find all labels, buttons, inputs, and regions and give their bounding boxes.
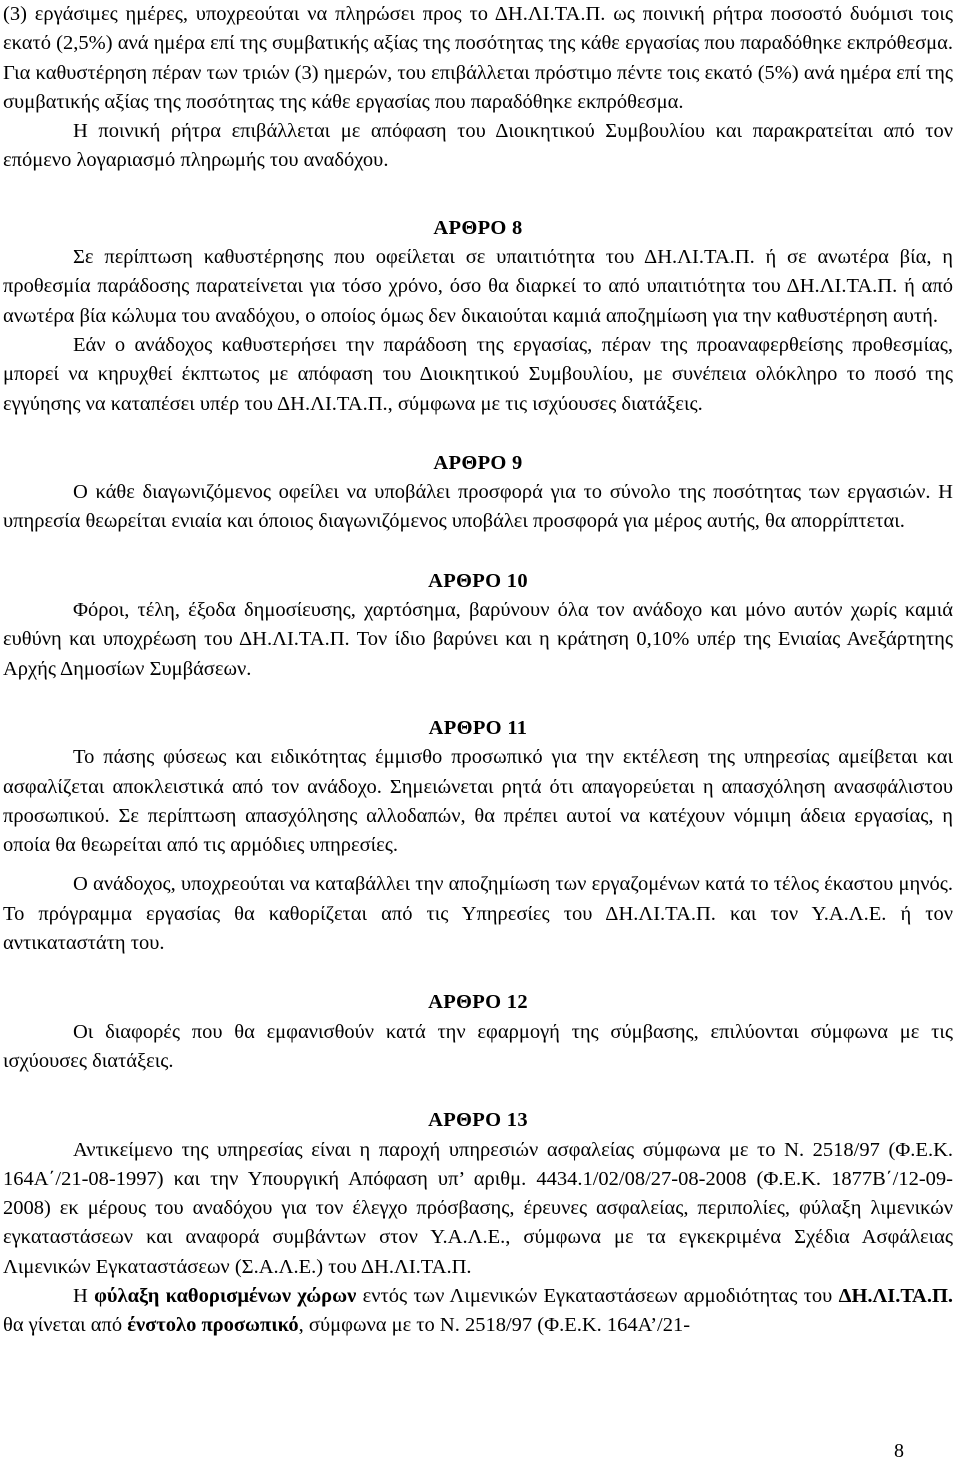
article-10-heading: ΑΡΘΡΟ 10	[428, 569, 528, 592]
article-10-paragraph-1: Φόροι, τέλη, έξοδα δημοσίευσης, χαρτόσημα, βαρύνουν όλα τον ανάδοχο και μόνο αυτόν χωρίς καμιά ευθύνη και υποχρέωση του ΔΗ.ΛΙ.ΤΑ.Π. Τον ίδιο βαρύνει και η κράτηση 0,10% υπέρ της Ενιαίας Ανεξάρτητης Αρχής Δημοσίων Συμβάσεων.	[3, 599, 953, 680]
paragraph-penalty-imposition: Η ποινική ρήτρα επιβάλλεται με απόφαση του Διοικητικού Συμβουλίου και παρακρατείται από τον επόμενο λογαριασμό πληρωμής του αναδόχου.	[3, 120, 953, 172]
document-body	[3, 0, 953, 1341]
article-9-paragraph-1: Ο κάθε διαγωνιζόμενος οφείλει να υποβάλει προσφορά για το σύνολο της ποσότητας των εργασιών. Η υπηρεσία θεωρείται ενιαία και όποιος διαγωνιζόμενος υποβάλει προσφορά για μέρος αυτής, θα απορρίπτεται.	[3, 481, 953, 533]
a13-p2-text-1: Η	[73, 1284, 95, 1307]
article-11-paragraph-1: Το πάσης φύσεως και ειδικότητας έμμισθο προσωπικό για την εκτέλεση της υπηρεσίας αμείβεται και ασφαλίζεται αποκλειστικά από τον ανάδοχο. Σημειώνεται ρητά ότι απαγορεύεται η απασχόληση ανασφάλιστου προσωπικού. Σε περίπτωση απασχόλησης αλλοδαπών, θα πρέπει αυτοί να κατέχουν νόμιμη άδεια εργασίας, η οποία θα θεωρείται από τις αρμόδιες υπηρεσίες.	[3, 746, 953, 857]
article-11-paragraph-2: Ο ανάδοχος, υποχρεούται να καταβάλλει την αποζημίωση των εργαζομένων κατά το τέλος έκαστου μηνός. Το πρόγραμμα εργασίας θα καθορίζεται από τις Υπηρεσίες του ΔΗ.ΛΙ.ΤΑ.Π. και τον Υ.Α.Λ.Ε. ή τον αντικαταστάτη του.	[3, 873, 953, 955]
article-9-heading: ΑΡΘΡΟ 9	[433, 451, 523, 474]
article-12-paragraph-1: Οι διαφορές που θα εμφανισθούν κατά την εφαρμογή της σύμβασης, επιλύονται σύμφωνα με τις ισχύουσες διατάξεις.	[3, 1020, 953, 1072]
page-number: 8	[894, 1440, 904, 1462]
a13-p2-bold-guarding: φύλαξη καθορισμένων χώρων	[94, 1284, 357, 1307]
article-13-heading: ΑΡΘΡΟ 13	[428, 1109, 528, 1132]
article-8-heading: ΑΡΘΡΟ 8	[433, 216, 523, 239]
a13-p2-text-4: , σύμφωνα με το Ν. 2518/97 (Φ.Ε.Κ. 164Α’/21-	[298, 1314, 691, 1337]
article-8-paragraph-1: Σε περίπτωση καθυστέρησης που οφείλεται σε υπαιτιότητα του ΔΗ.ΛΙ.ΤΑ.Π. ή σε ανωτέρα βία, η προθεσμία παράδοσης παρατείνεται για τόσο χρόνο, όσο θα διαρκεί το από υπαιτιότητα του ΔΗ.ΛΙ.ΤΑ.Π. ή από ανωτέρα βία κώλυμα του αναδόχου, ο οποίος όμως δεν δικαιούται καμιά αποζημίωση για την καθυστέρηση αυτή.	[3, 246, 953, 327]
article-12-heading: ΑΡΘΡΟ 12	[428, 991, 528, 1014]
a13-p2-bold-org: ΔΗ.ΛΙ.ΤΑ.Π.	[838, 1284, 954, 1307]
article-11-heading: ΑΡΘΡΟ 11	[428, 716, 528, 739]
article-13-paragraph-2	[3, 1282, 953, 1341]
article-13-paragraph-1: Αντικείμενο της υπηρεσίας είναι η παροχή υπηρεσιών ασφαλείας σύμφωνα με το Ν. 2518/97 (Φ.Ε.Κ. 164Α΄/21-08-1997) και την Υπουργική Απόφαση υπ’ αριθμ. 4434.1/02/08/27-08-2008 (Φ.Ε.Κ. 1877Β΄/12-09-2008) εκ μέρους του αναδόχου για τον έλεγχο πρόσβασης, έρευνες ασφαλείας, περιπολίες, φύλαξη λιμενικών εγκαταστάσεων και αναφορά συμβάντων στον Υ.Α.Λ.Ε., σύμφωνα με τα εγκεκριμένα Σχέδια Ασφάλειας Λιμενικών Εγκαταστάσεων (Σ.Α.Λ.Ε.) του ΔΗ.ΛΙ.ΤΑ.Π.	[3, 1138, 953, 1278]
a13-p2-text-3: θα γίνεται από	[3, 1314, 128, 1337]
a13-p2-bold-uniformed: ένστολο προσωπικό	[127, 1314, 299, 1337]
article-8-paragraph-2: Εάν ο ανάδοχος καθυστερήσει την παράδοση της εργασίας, πέραν της προαναφερθείσης προθεσμίας, μπορεί να κηρυχθεί έκπτωτος με απόφαση του Διοικητικού Συμβουλίου, με συνέπεια ολόκληρο το ποσό της εγγύησης να καταπέσει υπέρ του ΔΗ.ΛΙ.ΤΑ.Π., σύμφωνα με τις ισχύουσες διατάξεις.	[3, 333, 953, 415]
a13-p2-text-2: εντός των Λιμενικών Εγκαταστάσεων αρμοδιότητας του	[356, 1284, 839, 1307]
paragraph-penalty-clause: (3) εργάσιμες ημέρες, υποχρεούται να πληρώσει προς το ΔΗ.ΛΙ.ΤΑ.Π. ως ποινική ρήτρα ποσοστό δυόμισι τοις εκατό (2,5%) ανά ημέρα επί της συμβατικής αξίας της ποσότητας της κάθε εργασίας που παραδόθηκε εκπρόθεσμα. Για καθυστέρηση πέραν των τριών (3) ημερών, του επιβάλλεται πρόστιμο πέντε τοις εκατό (5%) ανά ημέρα επί της συμβατικής αξίας της ποσότητας της κάθε εργασίας που παραδόθηκε εκπρόθεσμα.	[3, 3, 953, 113]
